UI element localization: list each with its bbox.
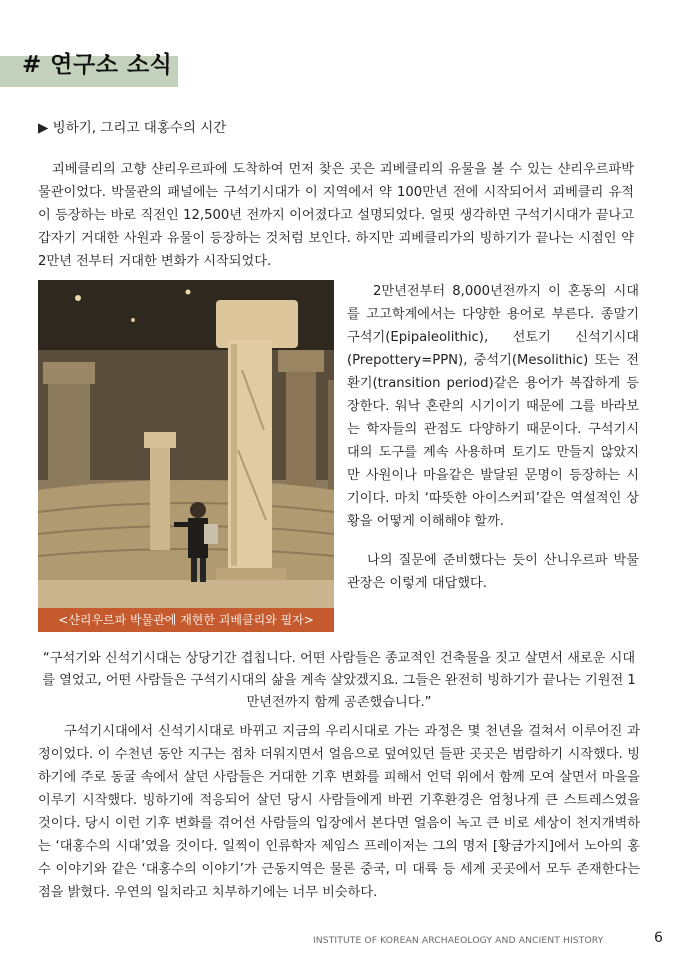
figure-caption: <샨리우르파 박물관에 재현한 괴베클리와 필자> bbox=[38, 608, 334, 632]
paragraph-transition-period: 2만년전부터 8,000년전까지 이 혼동의 시대를 고고학계에서는 다양한 용어로 부른다. 종말기 구석기(Epipaleolithic), 선토기 신석기시대(Prepottery=PPN), 중석기(Mesolithic) 또는 전환기(transition period)같은 용어가 복잡하게 등장한다. 워낙 혼란의 시기이기 때문에 그를 바라보는 학자들의 관점도 다양하기 때문이다. 구석기시대의 도구를 계속 사용하며 토기도 만들지 않았지만 사원이나 마을같은 발달된 문명이 등장하는 시기이다. 마치 ‘따뜻한 아이스커피’같은 역설적인 상황을 어떻게 이해해야 할까. bbox=[347, 284, 639, 529]
paragraph-director-answer: 나의 질문에 준비했다는 듯이 산니우르파 박물관장은 이렇게 대답했다. bbox=[347, 553, 639, 591]
section-subtitle: ▶ 빙하기, 그리고 대홍수의 시간 bbox=[38, 120, 227, 136]
page-title: # 연구소 소식 bbox=[22, 52, 173, 78]
page-number: 6 bbox=[654, 930, 663, 946]
footer-institute: INSTITUTE OF KOREAN ARCHAEOLOGY AND ANCIENT HISTORY bbox=[313, 935, 604, 946]
museum-photo bbox=[38, 280, 334, 608]
director-quote: “구석기와 신석기시대는 상당기간 겹칩니다. 어떤 사람들은 종교적인 건축물을 짓고 살면서 새로운 시대를 열었고, 어떤 사람들은 구석기시대의 삶을 계속 살았겠지요. 그들은 완전히 빙하기가 끝나는 기원전 1만년전까지 함께 공존했습니다.” bbox=[42, 651, 636, 710]
paragraph-intro: 괴베클리의 고향 샨리우르파에 도착하여 먼저 찾은 곳은 괴베클리의 유물을 볼 수 있는 샨리우르파박물관이었다. 박물관의 패널에는 구석기시대가 이 지역에서 약 100만년 전에 시작되어서 괴베클리 유적이 등장하는 바로 직전인 12,500년 전까지 이어졌다고 설명되었다. 얼핏 생각하면 구석기시대가 끝나고 갑자기 거대한 사원과 유물이 등장하는 것처럼 보인다. 하지만 괴베클리가의 빙하기가 끝나는 시점인 약 2만년 전부터 거대한 변화가 시작되었다. bbox=[38, 162, 634, 269]
paragraph-flood-era: 구석기시대에서 신석기시대로 바뀌고 지금의 우리시대로 가는 과정은 몇 천년을 걸쳐서 이루어진 과정이었다. 이 수천년 동안 지구는 점차 더워지면서 얼음으로 덮여있던 들판 곳곳은 범람하기 시작했다. 빙하기에 주로 동굴 속에서 살던 사람들은 거대한 기후 변화를 피해서 언덕 위에서 함께 모여 살면서 마을을 이루기 시작했다. 빙하기에 적응되어 살던 당시 사람들에게 바뀐 기후환경은 엄청나게 큰 스트레스였을 것이다. 당시 이런 기후 변화를 겪어선 사람들의 입장에서 본다면 얼음이 녹고 큰 비로 세상이 천지개벽하는 ‘대홍수의 시대’였을 것이다. 일찍이 인류학자 제임스 프레이저는 그의 명저 [황금가지]에서 노아의 홍수 이야기와 같은 ‘대홍수의 이야기’가 근동지역은 물론 중국, 미 대륙 등 세계 곳곳에서 모두 존재한다는 점을 밝혔다. 우연의 일치라고 치부하기에는 너무 비슷하다. bbox=[38, 724, 640, 900]
